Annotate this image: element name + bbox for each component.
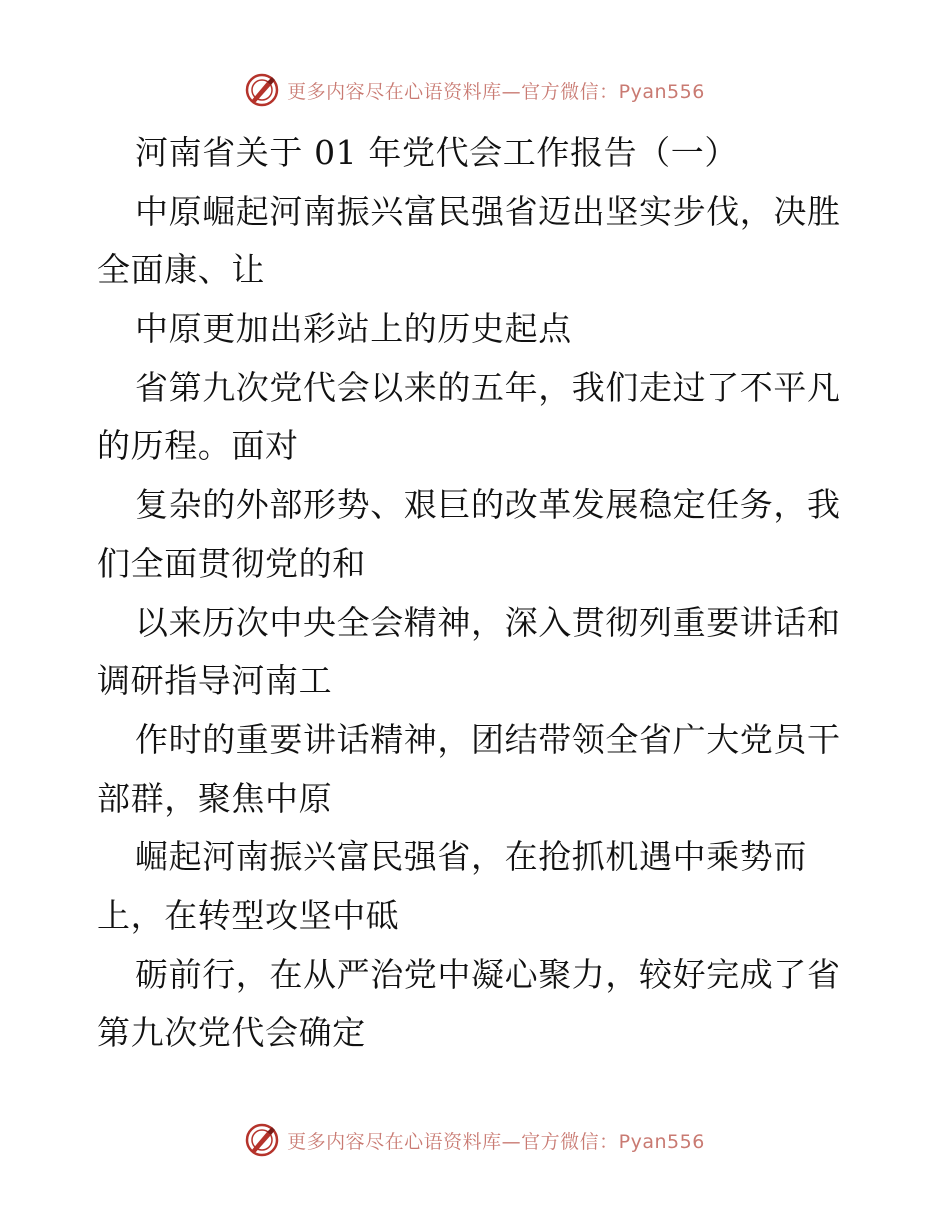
text-line: 中原崛起河南振兴富民强省迈出坚实步伐，决胜 — [135, 191, 841, 231]
text-line: 第九次党代会确定 — [97, 1013, 366, 1053]
pen-logo-icon — [245, 73, 279, 107]
text-line: 砺前行，在从严治党中凝心聚力，较好完成了省 — [135, 954, 841, 994]
text-line: 部群，聚焦中原 — [97, 778, 333, 818]
text-line: 河南省关于 01 年党代会工作报告（一） — [135, 133, 738, 172]
text-line: 以来历次中央全会精神，深入贯彻列重要讲话和 — [135, 602, 841, 642]
document-body — [97, 124, 853, 1063]
text-line: 的历程。面对 — [97, 426, 299, 466]
header-watermark — [0, 70, 950, 110]
text-line: 全面康、让 — [97, 250, 265, 290]
watermark-text: 更多内容尽在心语资料库—官方微信：Pyan556 — [287, 80, 705, 103]
text-line: 调研指导河南工 — [97, 661, 333, 701]
text-line: 崛起河南振兴富民强省，在抢抓机遇中乘势而 — [135, 837, 807, 877]
footer-watermark — [0, 1120, 950, 1160]
text-line: 中原更加出彩站上的历史起点 — [135, 309, 572, 349]
text-line: 们全面贯彻党的和 — [97, 543, 366, 583]
text-line: 上，在转型攻坚中砥 — [97, 895, 400, 935]
text-line: 省第九次党代会以来的五年，我们走过了不平凡 — [135, 367, 841, 407]
pen-logo-icon — [245, 1123, 279, 1157]
watermark-text: 更多内容尽在心语资料库—官方微信：Pyan556 — [287, 1130, 705, 1153]
text-line: 复杂的外部形势、艰巨的改革发展稳定任务，我 — [135, 485, 841, 525]
text-line: 作时的重要讲话精神，团结带领全省广大党员干 — [135, 719, 841, 759]
